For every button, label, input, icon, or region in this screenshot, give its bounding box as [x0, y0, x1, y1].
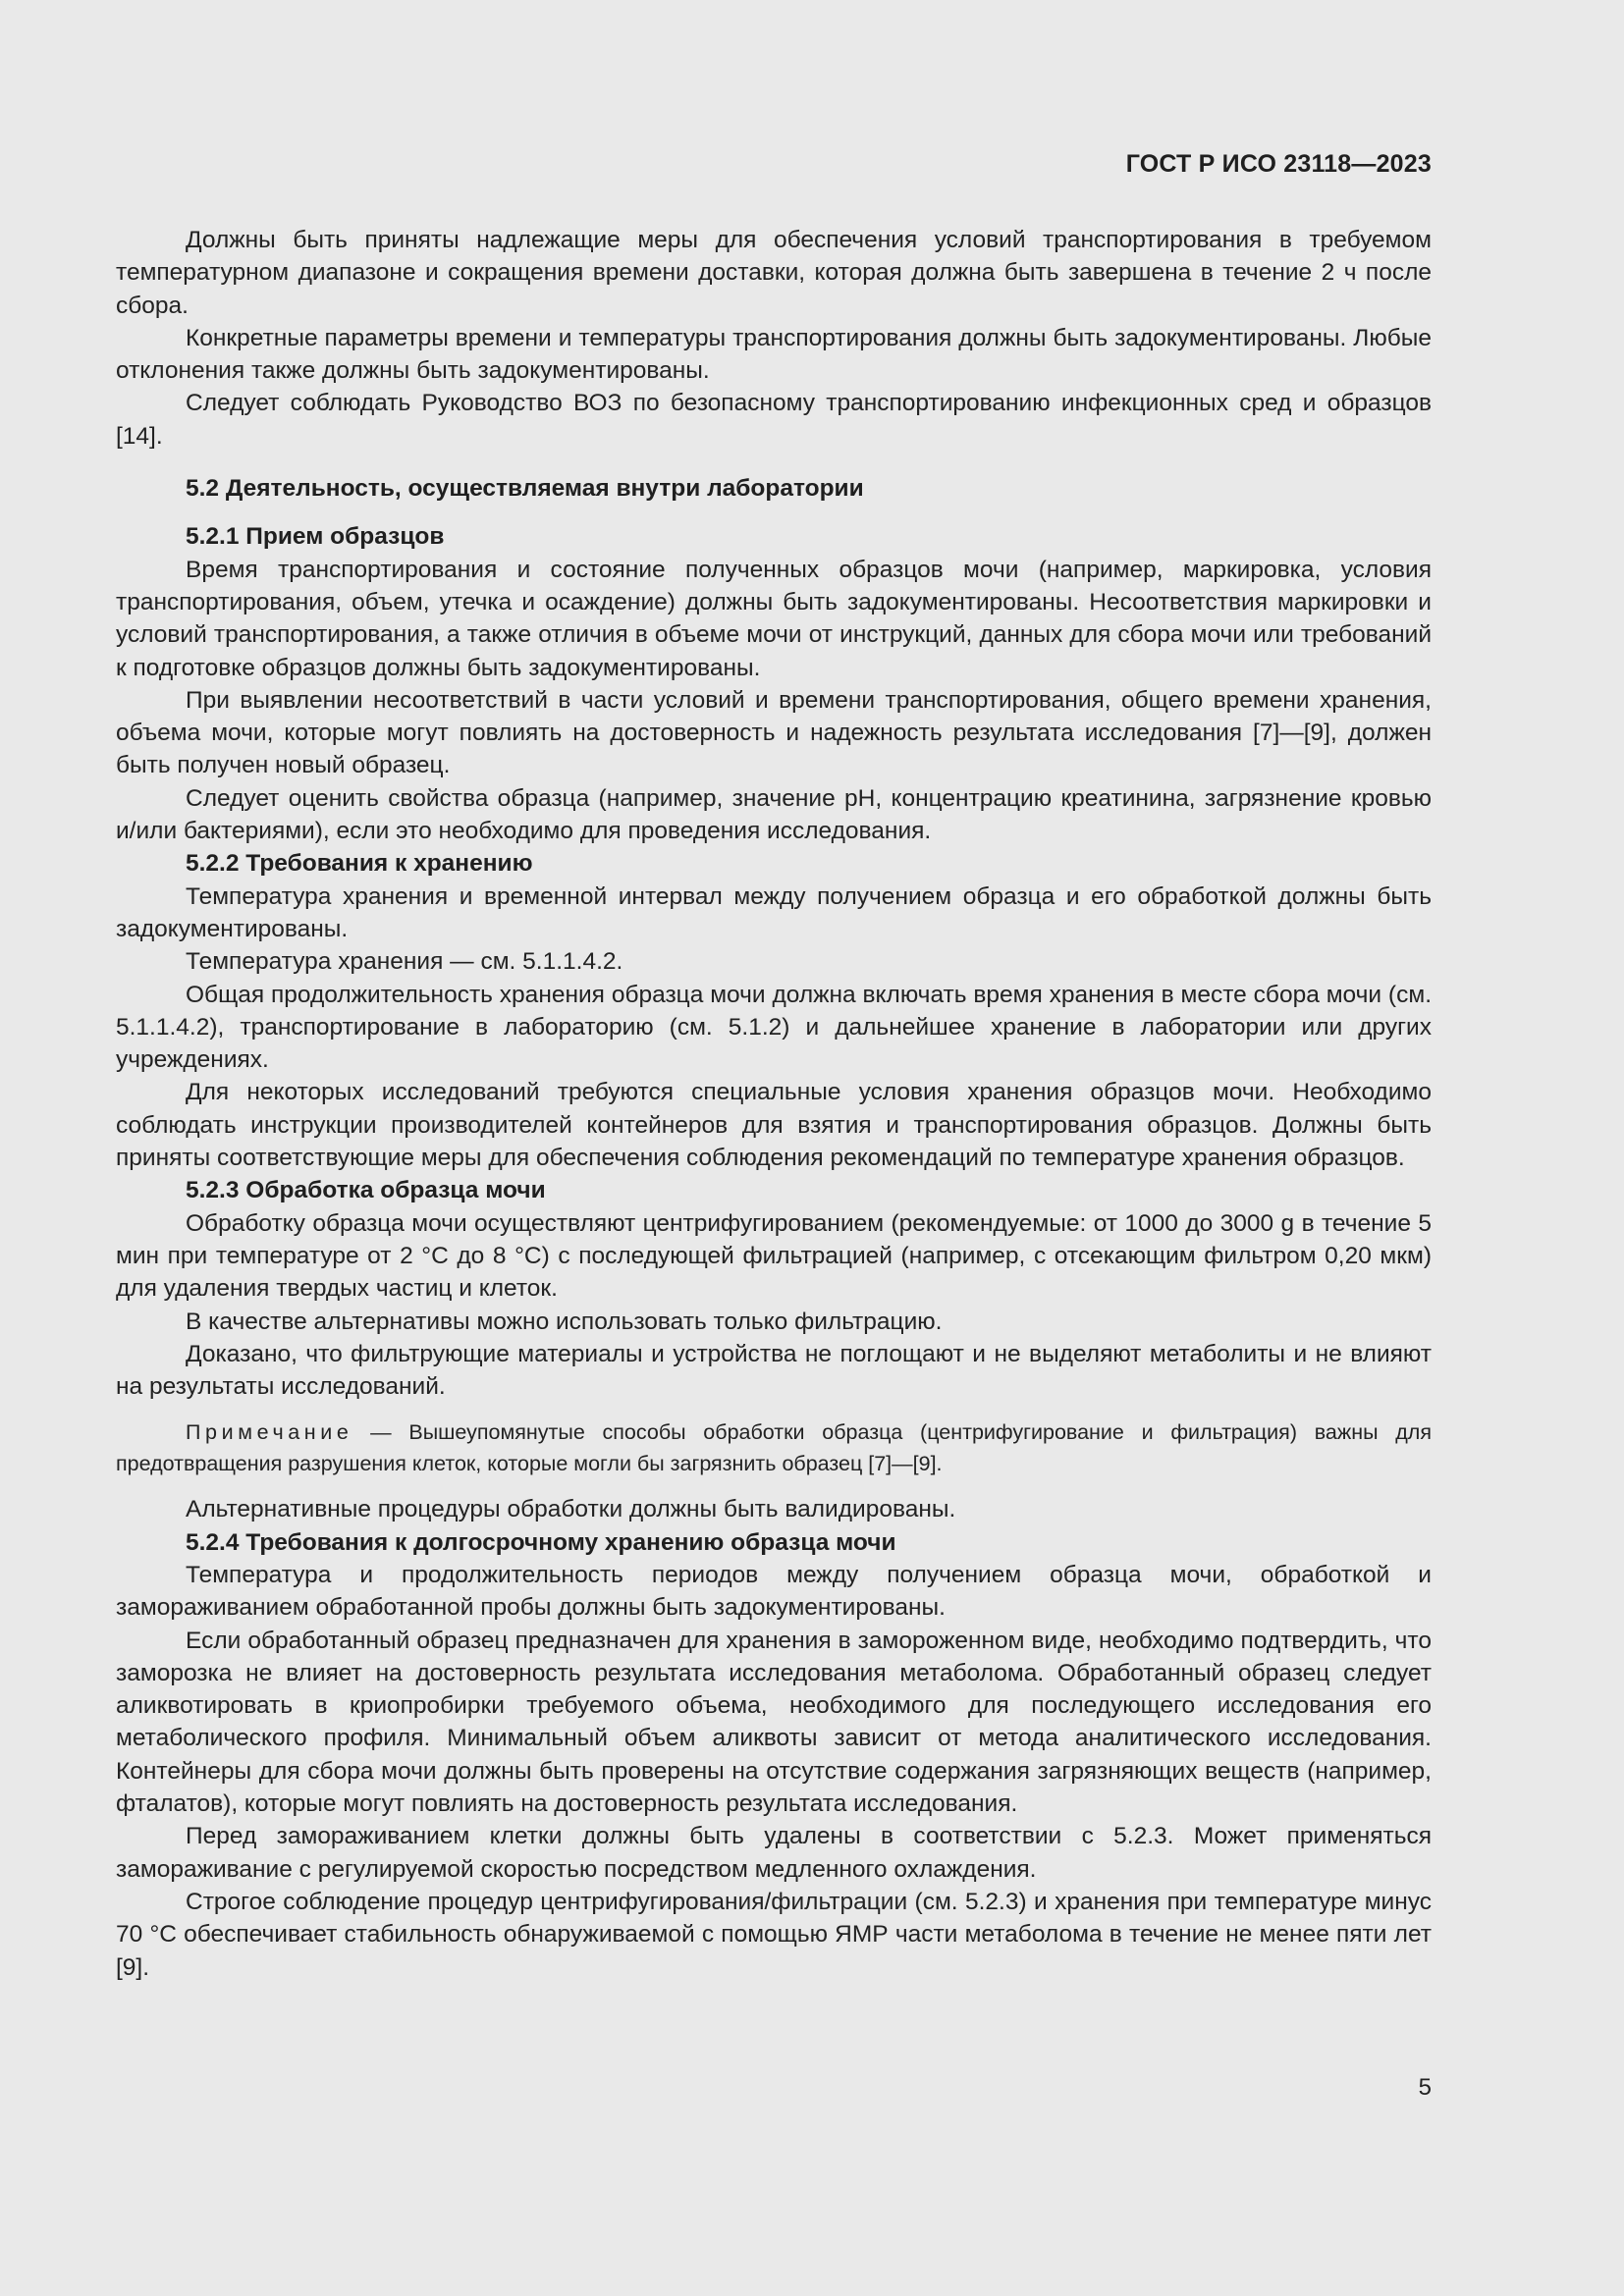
intro-paragraph-who-guidance: Следует соблюдать Руководство ВОЗ по безопасному транспортированию инфекционных сред и образцов [14].	[116, 390, 1432, 450]
standard-designation-header: ГОСТ Р ИСО 23118—2023	[1125, 150, 1432, 178]
section-5-2-2-paragraph-3: Общая продолжительность хранения образца мочи должна включать время хранения в месте сбора мочи (см. 5.1.1.4.2), транспортирование в лабораторию (см. 5.1.2) и дальнейшее хранение в лаборатории или других учреждениях.	[116, 981, 1432, 1074]
section-5-2-1-paragraph-1: Время транспортирования и состояние полученных образцов мочи (например, маркировка, условия транспортирования, объем, утечка и осаждение) должны быть задокументированы. Несоответствия маркировки и условий транспортирования, а также отличия в объеме мочи от инструкций, данных для сбора мочи или требований к подготовке образцов должны быть задокументированы.	[116, 556, 1432, 681]
section-5-2-1-paragraph-3: Следует оценить свойства образца (например, значение pH, концентрацию креатинина, загрязнение кровью и/или бактериями), если это необходимо для проведения исследования.	[116, 784, 1432, 845]
section-5-2-2-paragraph-1: Температура хранения и временной интервал между получением образца и его обработкой должны быть задокументированы.	[116, 882, 1432, 942]
document-page	[116, 0, 1432, 2296]
note-text: — Вышеупомянутые способы обработки образца (центрифугирование и фильтрация) важны для предотвращения разрушения клеток, которые могли бы загрязнить образец [7]—[9].	[116, 1420, 1432, 1476]
page-content	[116, 224, 1432, 1984]
section-5-2-heading: 5.2 Деятельность, осуществляемая внутри лаборатории	[186, 475, 864, 503]
section-5-2-3-paragraph-4: Альтернативные процедуры обработки должны быть валидированы.	[186, 1496, 956, 1523]
section-5-2-4-paragraph-4: Строгое соблюдение процедур центрифугирования/фильтрации (см. 5.2.3) и хранения при температуре минус 70 °С обеспечивает стабильность обнаруживаемой с помощью ЯМР части метаболома в течение не менее пяти лет [9].	[116, 1888, 1432, 1981]
section-5-2-3-heading: 5.2.3 Обработка образца мочи	[186, 1177, 546, 1204]
section-5-2-2-paragraph-2: Температура хранения — см. 5.1.1.4.2.	[186, 948, 623, 976]
section-5-2-4-paragraph-1: Температура и продолжительность периодов между получением образца мочи, обработкой и замораживанием обработанной пробы должны быть задокументированы.	[116, 1561, 1432, 1622]
page-number: 5	[1418, 2074, 1432, 2101]
section-5-2-2-heading: 5.2.2 Требования к хранению	[186, 850, 533, 878]
section-5-2-3-paragraph-1: Обработку образца мочи осуществляют центрифугированием (рекомендуемые: от 1000 до 3000 g в течение 5 мин при температуре от 2 °С до 8 °С) с последующей фильтрацией (например, с отсекающим фильтром 0,20 мкм) для удаления твердых частиц и клеток.	[116, 1209, 1432, 1303]
note-label: Примечание	[186, 1420, 353, 1445]
section-5-2-3-note	[116, 1416, 1432, 1479]
section-5-2-1-paragraph-2: При выявлении несоответствий в части условий и времени транспортирования, общего времени хранения, объема мочи, которые могут повлиять на достоверность и надежность результата исследования [7]—[9], должен быть получен новый образец.	[116, 686, 1432, 779]
section-5-2-4-paragraph-2: Если обработанный образец предназначен для хранения в замороженном виде, необходимо подтвердить, что заморозка не влияет на достоверность результата исследования метаболома. Обработанный образец следует аликвотировать в криопробирки требуемого объема, необходимого для последующего исследования его метаболического профиля. Минимальный объем аликвоты зависит от метода аналитического исследования. Контейнеры для сбора мочи должны быть проверены на отсутствие содержания загрязняющих веществ (например, фталатов), которые могут повлиять на достоверность результата исследования.	[116, 1627, 1432, 1818]
section-5-2-4-heading: 5.2.4 Требования к долгосрочному хранению образца мочи	[186, 1528, 896, 1556]
intro-paragraph-transport-parameters: Конкретные параметры времени и температуры транспортирования должны быть задокументированы. Любые отклонения также должны быть задокументированы.	[116, 324, 1432, 385]
intro-paragraph-transport-measures: Должны быть приняты надлежащие меры для обеспечения условий транспортирования в требуемом температурном диапазоне и сокращения времени доставки, которая должна быть завершена в течение 2 ч после сбора.	[116, 227, 1432, 319]
section-5-2-4-paragraph-3: Перед замораживанием клетки должны быть удалены в соответствии с 5.2.3. Может применяться замораживание с регулируемой скоростью посредством медленного охлаждения.	[116, 1823, 1432, 1883]
section-5-2-2-paragraph-4: Для некоторых исследований требуются специальные условия хранения образцов мочи. Необходимо соблюдать инструкции производителей контейнеров для взятия и транспортирования образцов. Должны быть приняты соответствующие меры для обеспечения соблюдения рекомендаций по температуре хранения образцов.	[116, 1079, 1432, 1172]
section-5-2-3-paragraph-3: Доказано, что фильтрующие материалы и устройства не поглощают и не выделяют метаболиты и не влияют на результаты исследований.	[116, 1340, 1432, 1401]
section-5-2-1-heading: 5.2.1 Прием образцов	[186, 523, 445, 551]
section-5-2-3-paragraph-2: В качестве альтернативы можно использовать только фильтрацию.	[186, 1308, 943, 1335]
